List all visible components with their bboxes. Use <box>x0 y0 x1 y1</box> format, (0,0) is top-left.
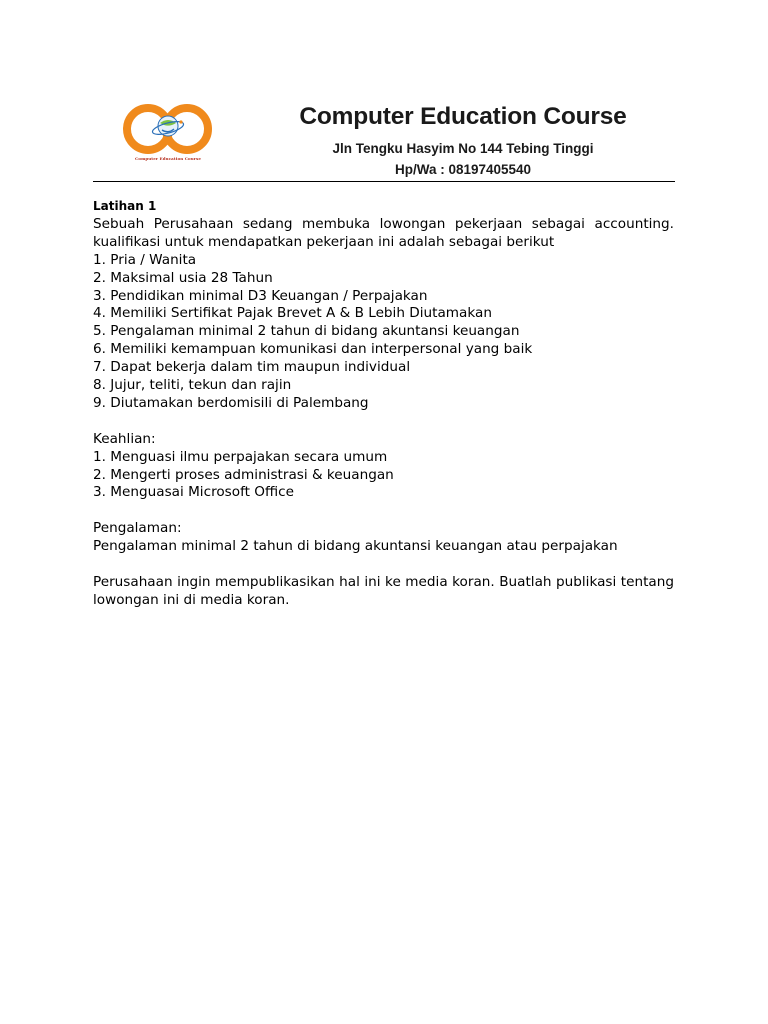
experience-heading: Pengalaman: <box>93 520 182 537</box>
document-body <box>93 198 674 610</box>
list-item: 1. Pria / Wanita <box>93 251 197 268</box>
list-item: 5. Pengalaman minimal 2 tahun di bidang akuntansi keuangan <box>93 323 520 340</box>
exercise-intro: Sebuah Perusahaan sedang membuka lowongan pekerjaan sebagai accounting. kualifikasi untuk mendapatkan pekerjaan ini adalah sebagai berikut <box>93 215 674 250</box>
skills-heading: Keahlian: <box>93 430 156 447</box>
task-paragraph: Perusahaan ingin mempublikasikan hal ini ke media koran. Buatlah publikasi tentang lowongan ini di media koran. <box>93 573 674 608</box>
organization-title: Computer Education Course <box>299 103 627 130</box>
list-item: 3. Menguasai Microsoft Office <box>93 484 294 501</box>
letterhead <box>93 95 675 182</box>
exercise-title: Latihan 1 <box>93 199 157 213</box>
logo-caption: Computer Education Course <box>135 156 201 161</box>
organization-address: Jln Tengku Hasyim No 144 Tebing Tinggi <box>332 141 594 156</box>
list-item: 4. Memiliki Sertifikat Pajak Brevet A & B Lebih Diutamakan <box>93 305 492 322</box>
list-item: 9. Diutamakan berdomisili di Palembang <box>93 394 369 411</box>
list-item: 3. Pendidikan minimal D3 Keuangan / Perpajakan <box>93 287 428 304</box>
list-item: 2. Mengerti proses administrasi & keuangan <box>93 466 394 483</box>
skills-list <box>93 449 674 503</box>
logo <box>123 101 213 167</box>
logo-rings-icon <box>123 101 213 157</box>
list-item: 7. Dapat bekerja dalam tim maupun individual <box>93 359 411 376</box>
organization-phone: Hp/Wa : 08197405540 <box>394 162 532 177</box>
experience-text: Pengalaman minimal 2 tahun di bidang akuntansi keuangan atau perpajakan <box>93 538 618 555</box>
list-item: 8. Jujur, teliti, tekun dan rajin <box>93 377 292 394</box>
list-item: 2. Maksimal usia 28 Tahun <box>93 269 273 286</box>
list-item: 6. Memiliki kemampuan komunikasi dan interpersonal yang baik <box>93 341 533 358</box>
list-item: 1. Menguasi ilmu perpajakan secara umum <box>93 448 388 465</box>
qualifications-list <box>93 252 674 413</box>
